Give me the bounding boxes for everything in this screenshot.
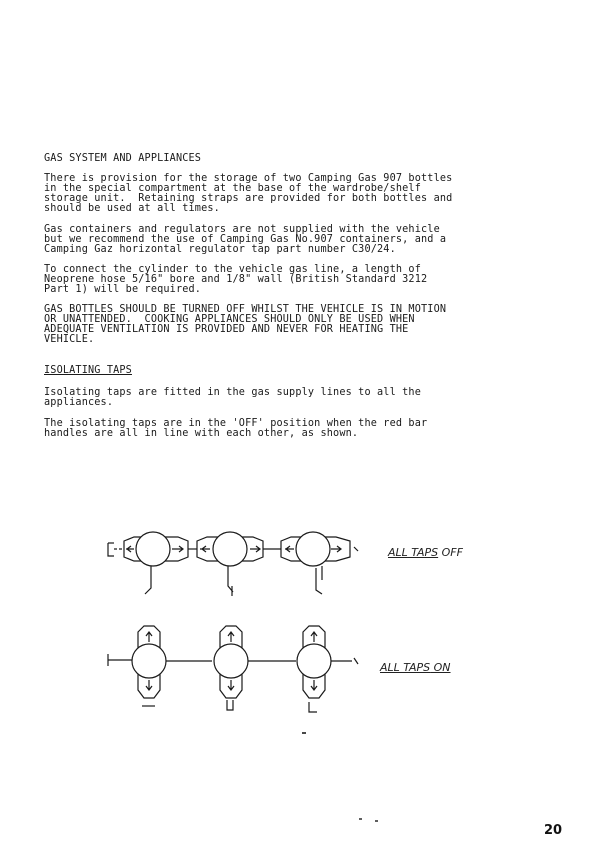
caption-off-rest: OFF — [438, 546, 463, 559]
paragraph-warning: GAS BOTTLES SHOULD BE TURNED OFF WHILST THE VEHICLE IS IN MOTION OR UNATTENDED. COOKING APPLIANCES SHOULD ONLY BE USED WHEN ADEQUATE VENTILATION IS PROVIDED AND NEVER FOR HEATING THE VEHICLE. — [44, 304, 447, 345]
caption-all-taps-off — [388, 546, 463, 559]
paragraph-isolating-off: The isolating taps are in the 'OFF' position when the red bar handles are all in line with each other, as shown. — [44, 418, 428, 439]
tap-row-on — [108, 626, 358, 712]
isolating-taps-heading: ISOLATING TAPS — [44, 365, 132, 376]
caption-on-rest: ON — [430, 661, 451, 674]
paragraph-storage: There is provision for the storage of two Camping Gas 907 bottles in the special compartment at the base of the wardrobe/shelf storage unit. Retaining straps are provided for both bottles and should be used at all times. — [44, 173, 453, 214]
tap-row-off — [108, 532, 358, 596]
section-heading: GAS SYSTEM AND APPLIANCES — [44, 153, 202, 164]
caption-all-taps-on — [380, 661, 451, 674]
paragraph-hose: To connect the cylinder to the vehicle gas line, a length of Neoprene hose 5/16" bore and 1/8" wall (British Standard 3212 Part 1) will be required. — [44, 264, 428, 295]
paragraph-containers: Gas containers and regulators are not supplied with the vehicle but we recommend the use of Camping Gas No.907 containers, and a Camping Gaz horizontal regulator tap part number C30/24. — [44, 224, 447, 255]
page-number: 20 — [544, 823, 563, 838]
tap-on-3 — [297, 626, 331, 712]
caption-on-main: ALL TAPS — [380, 661, 431, 674]
paragraph-isolating-fitted: Isolating taps are fitted in the gas supply lines to all the appliances. — [44, 387, 422, 408]
tap-on-1 — [132, 626, 166, 706]
tap-off-2 — [197, 532, 263, 596]
tap-off-3 — [281, 532, 358, 594]
caption-off-main: ALL TAPS — [388, 546, 439, 559]
tap-on-2 — [214, 626, 248, 710]
tap-off-1 — [124, 532, 188, 594]
